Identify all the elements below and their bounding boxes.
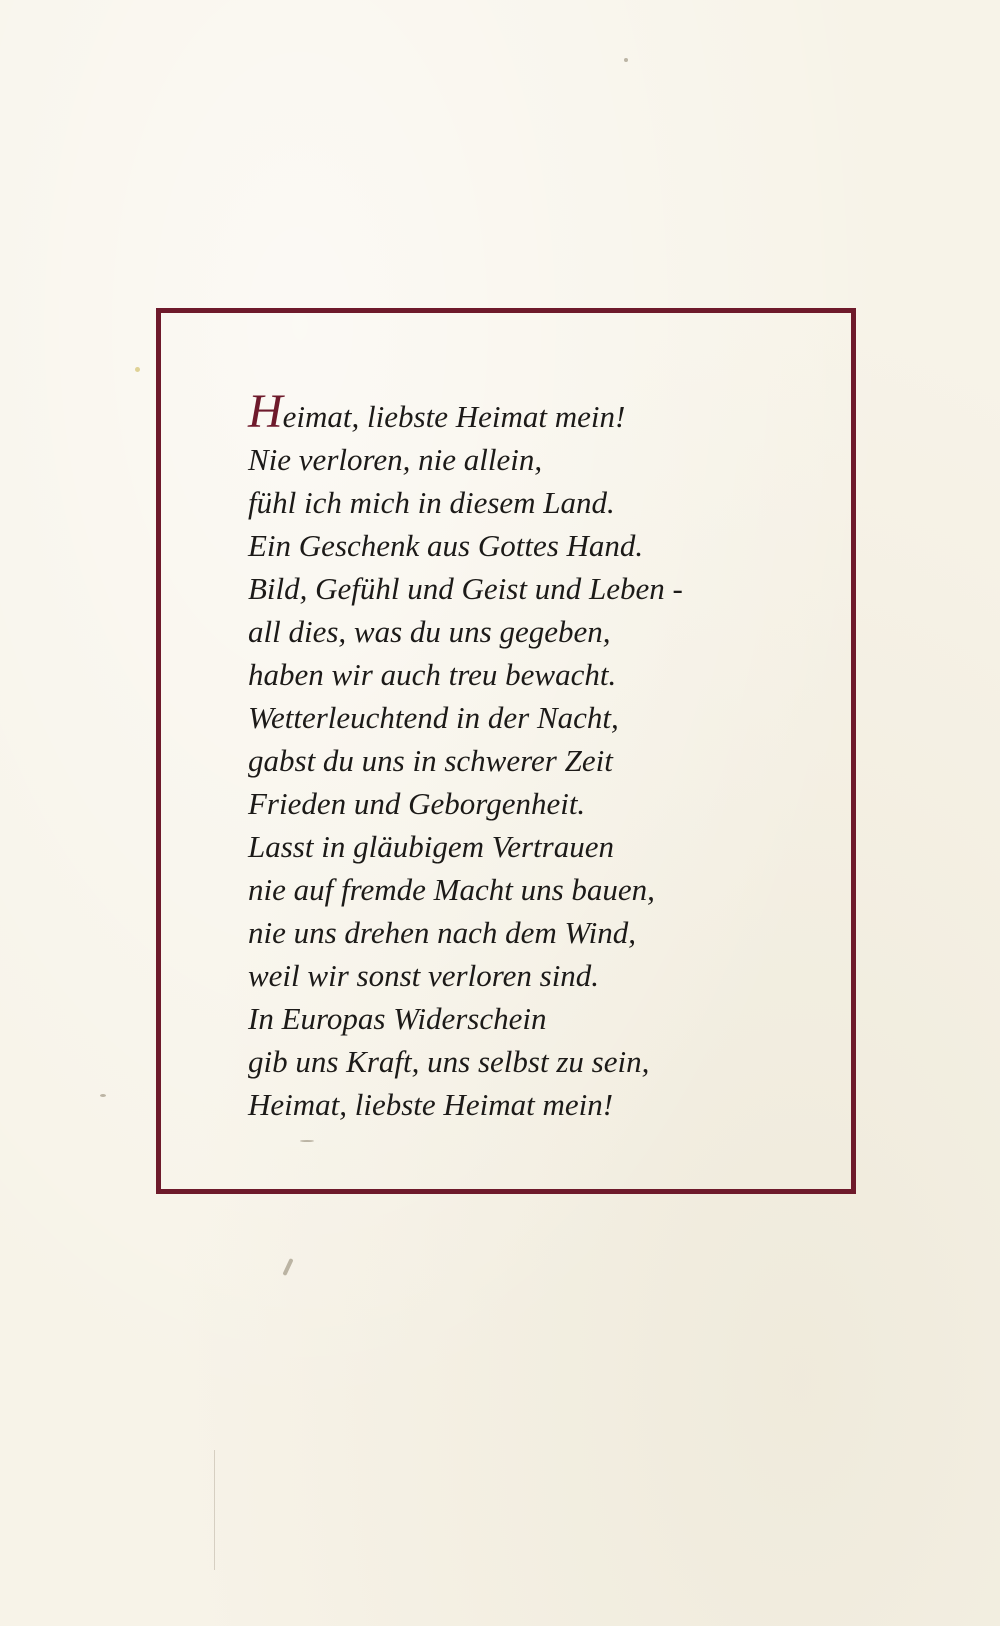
poem-line-15: In Europas Widerschein [248,1001,547,1036]
paper-speck [214,1450,215,1570]
poem-line-2: Nie verloren, nie allein, [248,442,543,477]
paper-speck [135,367,140,372]
poem-line-10: Frieden und Geborgenheit. [248,786,586,821]
poem-line-14: weil wir sonst verloren sind. [248,958,600,993]
paper-speck [100,1094,106,1097]
poem-line-16: gib uns Kraft, uns selbst zu sein, [248,1044,650,1079]
poem-line-text: eimat, liebste Heimat mein! [282,399,626,434]
poem-line-3: fühl ich mich in diesem Land. [248,485,615,520]
poem-line-13: nie uns drehen nach dem Wind, [248,915,636,950]
poem-line-11: Lasst in gläubigem Vertrauen [248,829,614,864]
poem-line-9: gabst du uns in schwerer Zeit [248,743,613,778]
poem-line-12: nie auf fremde Macht uns bauen, [248,872,655,907]
poem-line-17: Heimat, liebste Heimat mein! [248,1087,614,1122]
paper-speck [282,1258,293,1276]
poem-line-4: Ein Geschenk aus Gottes Hand. [248,528,644,563]
paper-speck [624,58,628,62]
poem-line-7: haben wir auch treu bewacht. [248,657,617,692]
poem-line-6: all dies, was du uns gegeben, [248,614,611,649]
decorative-initial: H [248,385,283,438]
poem-line-5: Bild, Gefühl und Geist und Leben - [248,571,683,606]
poem-line-8: Wetterleuchtend in der Nacht, [248,700,619,735]
poem [248,385,848,1126]
poem-line-1 [248,385,848,438]
